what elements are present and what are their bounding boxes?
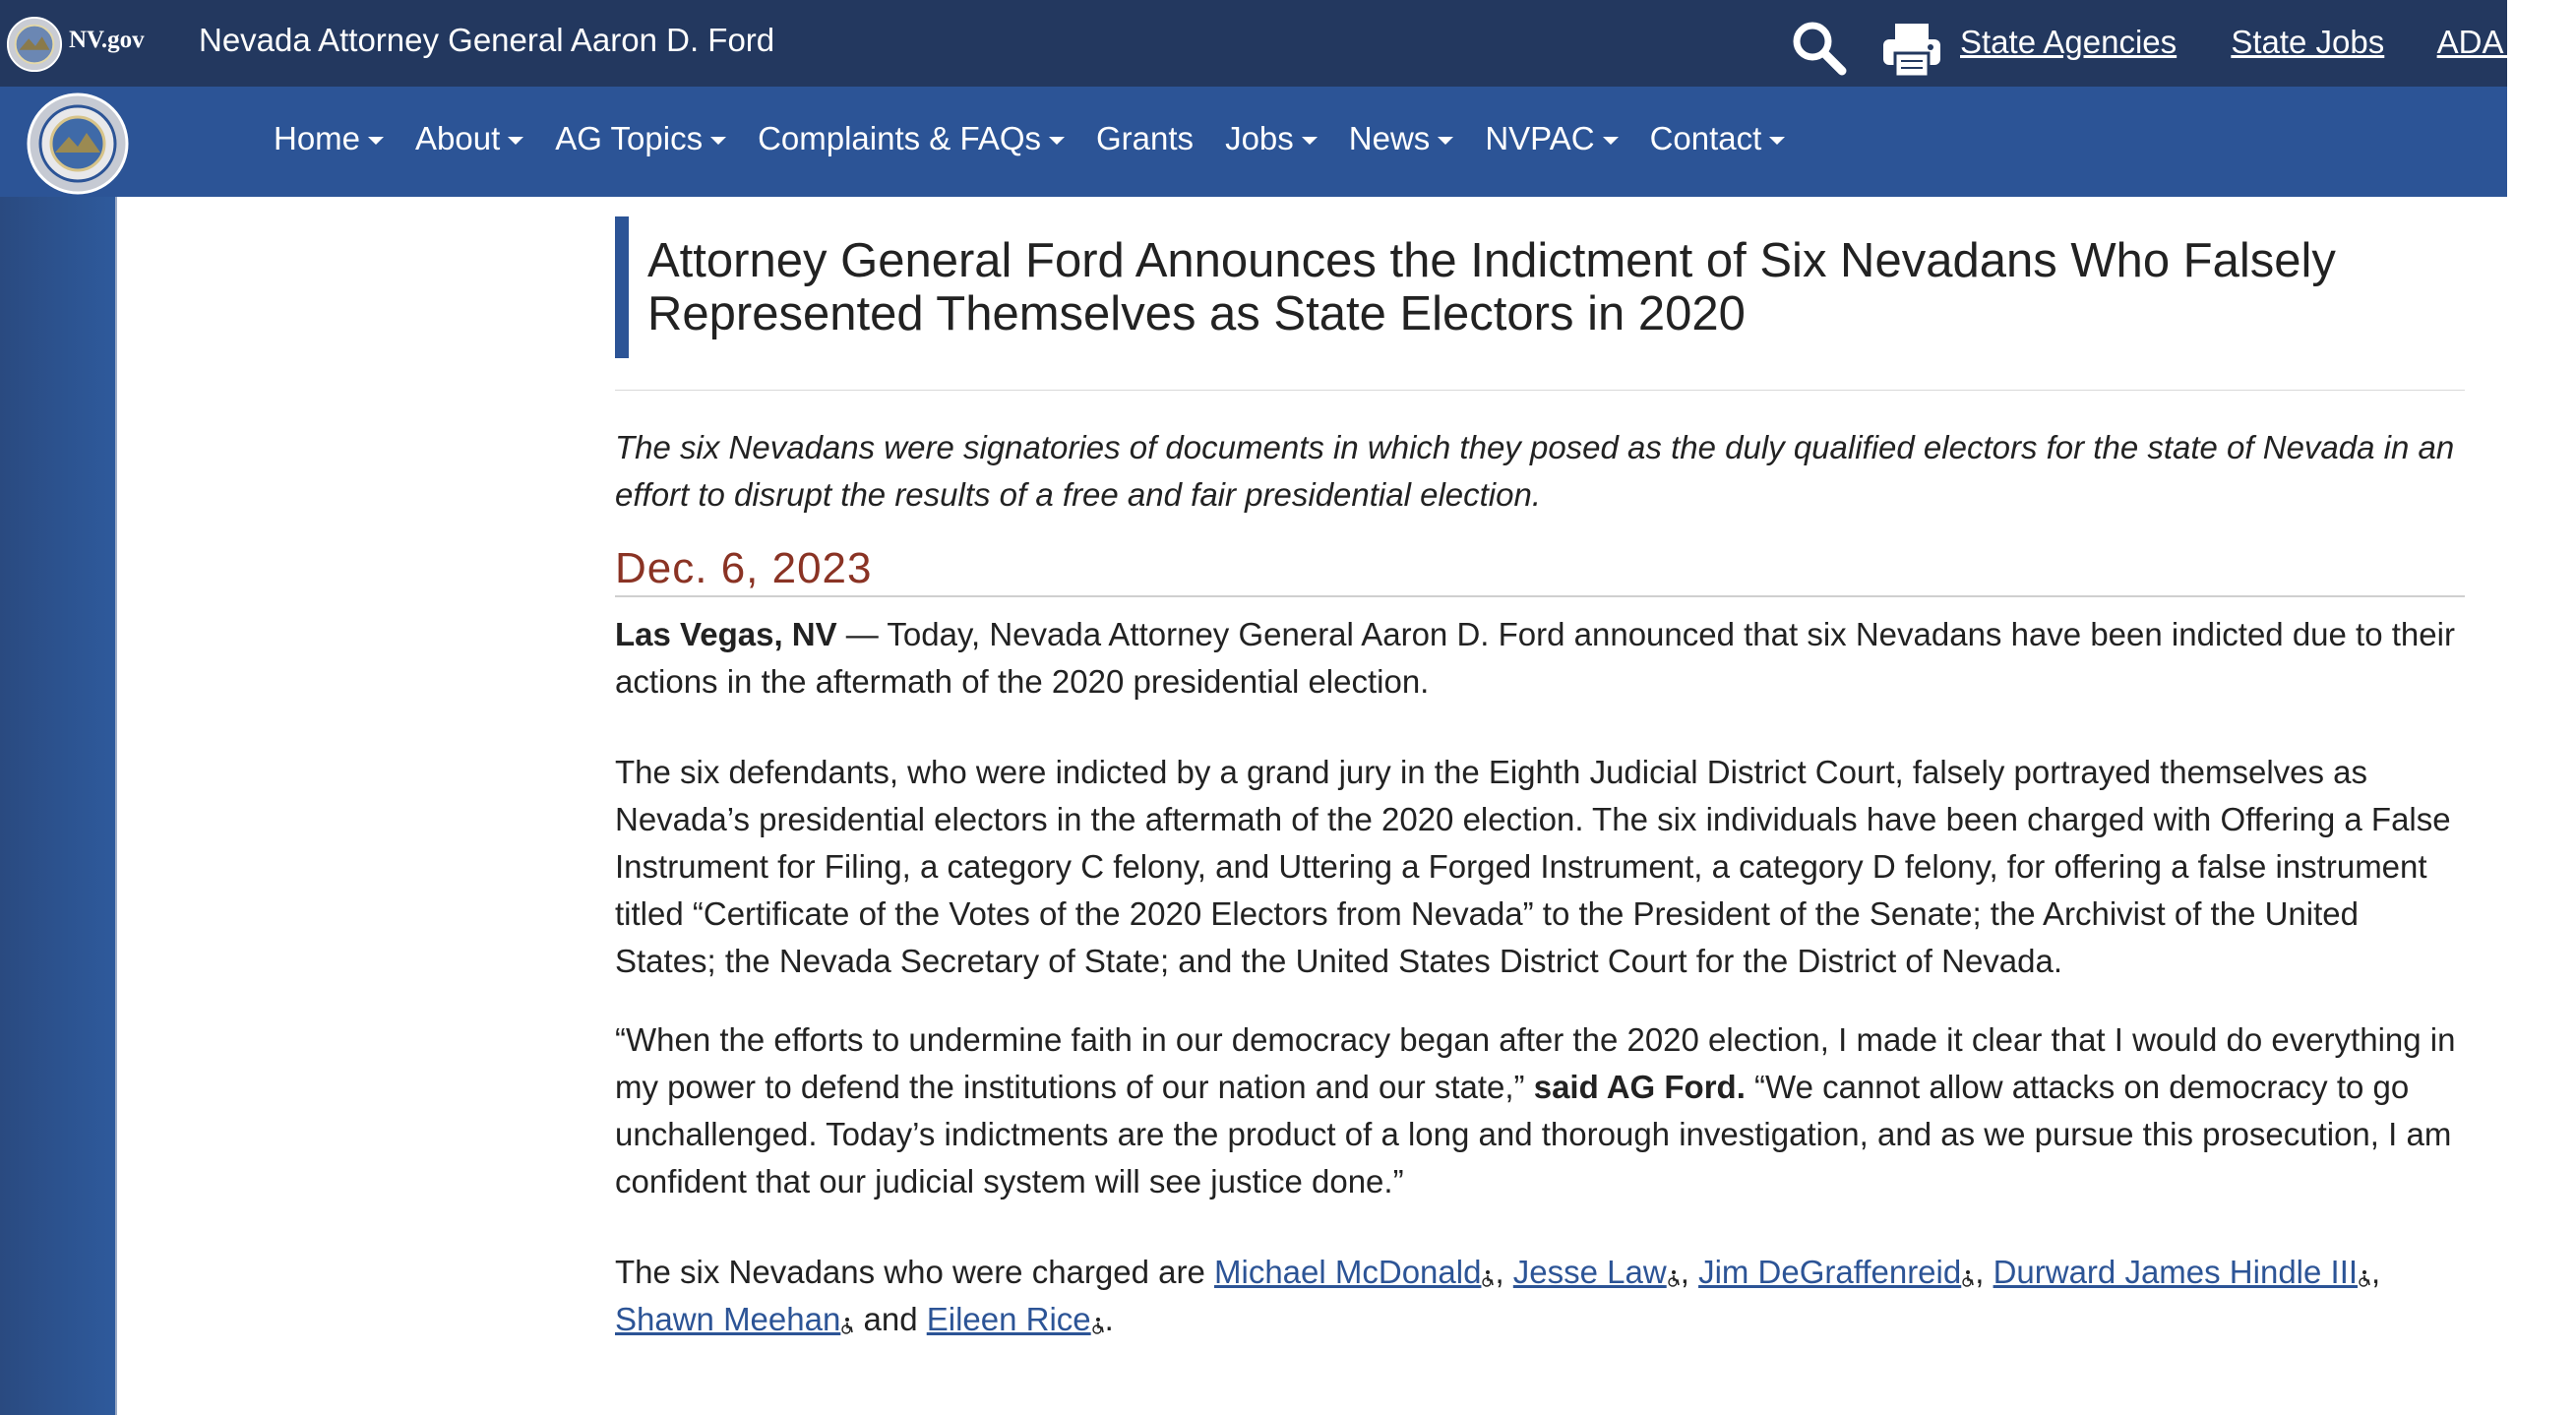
nav-home[interactable]: Home xyxy=(274,120,384,157)
nav-news[interactable]: News xyxy=(1349,120,1454,157)
chevron-down-icon xyxy=(1049,137,1065,145)
nav-contact[interactable]: Contact xyxy=(1650,120,1786,157)
side-stripe xyxy=(0,197,115,1415)
nvgov-label[interactable]: NV.gov xyxy=(69,27,145,53)
link-eileen-rice[interactable]: Eileen Rice xyxy=(926,1301,1091,1337)
article-subhead: The six Nevadans were signatories of documents in which they posed as the duly qualified electors for the state of Nevada in an effort to disrupt the results of a free and fair presidential election. xyxy=(615,429,2455,513)
nav-about[interactable]: About xyxy=(415,120,523,157)
chevron-down-icon xyxy=(1769,137,1785,145)
accessibility-icon xyxy=(1091,1317,1105,1334)
paragraph-names: The six Nevadans who were charged are Michael McDonald , Jesse Law , Jim DeGraffenreid , Durward James Hindle III , Shawn Meehan and Eileen Rice . xyxy=(615,1254,2381,1337)
attorney-general-seal-icon[interactable] xyxy=(26,92,130,196)
link-jim-degraffenreid[interactable]: Jim DeGraffenreid xyxy=(1698,1254,1962,1290)
top-bar xyxy=(0,0,2532,87)
state-jobs-link[interactable]: State Jobs xyxy=(2231,24,2385,60)
nav-grants[interactable]: Grants xyxy=(1096,120,1195,156)
site-title[interactable]: Nevada Attorney General Aaron D. Ford xyxy=(199,22,775,58)
print-icon[interactable] xyxy=(1881,20,1942,79)
nevada-seal-icon[interactable] xyxy=(6,16,63,73)
state-agencies-link[interactable]: State Agencies xyxy=(1960,24,2177,60)
ada-link[interactable]: ADA A xyxy=(2436,24,2532,60)
main-nav-bar xyxy=(0,87,2507,197)
chevron-down-icon xyxy=(1302,137,1318,145)
paragraph-dateline: Las Vegas, NV — Today, Nevada Attorney General Aaron D. Ford announced that six Nevadans have been indicted due to their actions in the aftermath of the 2020 presidential election. xyxy=(615,616,2455,700)
nav-complaints-faqs[interactable]: Complaints & FAQs xyxy=(758,120,1065,157)
paragraph-charges: The six defendants, who were indicted by a grand jury in the Eighth Judicial District Court, falsely portrayed themselves as Nevada’s presidential electors in the aftermath of the 2020 election. The six individuals have been charged with Offering a False Instrument for Filing, a category C felony, and Uttering a Forged Instrument, a category D felony, for offering a false instrument titled “Certificate of the Votes of the 2020 Electors from Nevada” to the President of the Senate; the Archivist of the United States; the Nevada Secretary of State; and the United States District Court for the District of Nevada. xyxy=(615,754,2451,979)
accessibility-icon xyxy=(1481,1269,1495,1287)
chevron-down-icon xyxy=(1603,137,1619,145)
chevron-down-icon xyxy=(508,137,523,145)
nav-jobs[interactable]: Jobs xyxy=(1225,120,1318,157)
side-divider xyxy=(115,197,117,1415)
headline-block xyxy=(615,216,2465,358)
article-headline: Attorney General Ford Announces the Indictment of Six Nevadans Who Falsely Represented Themselves as State Electors in 2020 xyxy=(647,234,2336,340)
chevron-down-icon xyxy=(710,137,726,145)
paragraph-quote: “When the efforts to undermine faith in our democracy began after the 2020 election, I made it clear that I would do everything in my power to defend the institutions of our nation and our state,” said AG Ford. “We cannot allow attacks on democracy to go unchallenged. Today’s indictments are the product of a long and thorough investigation, and as we pursue this prosecution, I am confident that our judicial system will see justice done.” xyxy=(615,1021,2456,1200)
article-content xyxy=(615,216,2465,1343)
link-shawn-meehan[interactable]: Shawn Meehan xyxy=(615,1301,841,1337)
accessibility-icon xyxy=(2358,1269,2371,1287)
article-date: Dec. 6, 2023 xyxy=(615,544,2465,597)
top-links xyxy=(1960,24,2576,61)
accessibility-icon xyxy=(1667,1269,1681,1287)
accessibility-icon xyxy=(1961,1269,1975,1287)
chevron-down-icon xyxy=(1438,137,1453,145)
accessibility-icon xyxy=(840,1317,854,1334)
nav-menu xyxy=(274,120,1816,157)
nav-nvpac[interactable]: NVPAC xyxy=(1485,120,1618,157)
chevron-down-icon xyxy=(368,137,384,145)
quote-attribution: said AG Ford. xyxy=(1524,1069,1746,1105)
link-jesse-law[interactable]: Jesse Law xyxy=(1512,1254,1667,1290)
search-icon[interactable] xyxy=(1789,18,1848,77)
nav-ag-topics[interactable]: AG Topics xyxy=(555,120,726,157)
dateline: Las Vegas, NV xyxy=(615,616,837,652)
link-michael-mcdonald[interactable]: Michael McDonald xyxy=(1214,1254,1482,1290)
link-durward-james-hindle[interactable]: Durward James Hindle III xyxy=(1993,1254,2359,1290)
divider xyxy=(615,390,2465,391)
